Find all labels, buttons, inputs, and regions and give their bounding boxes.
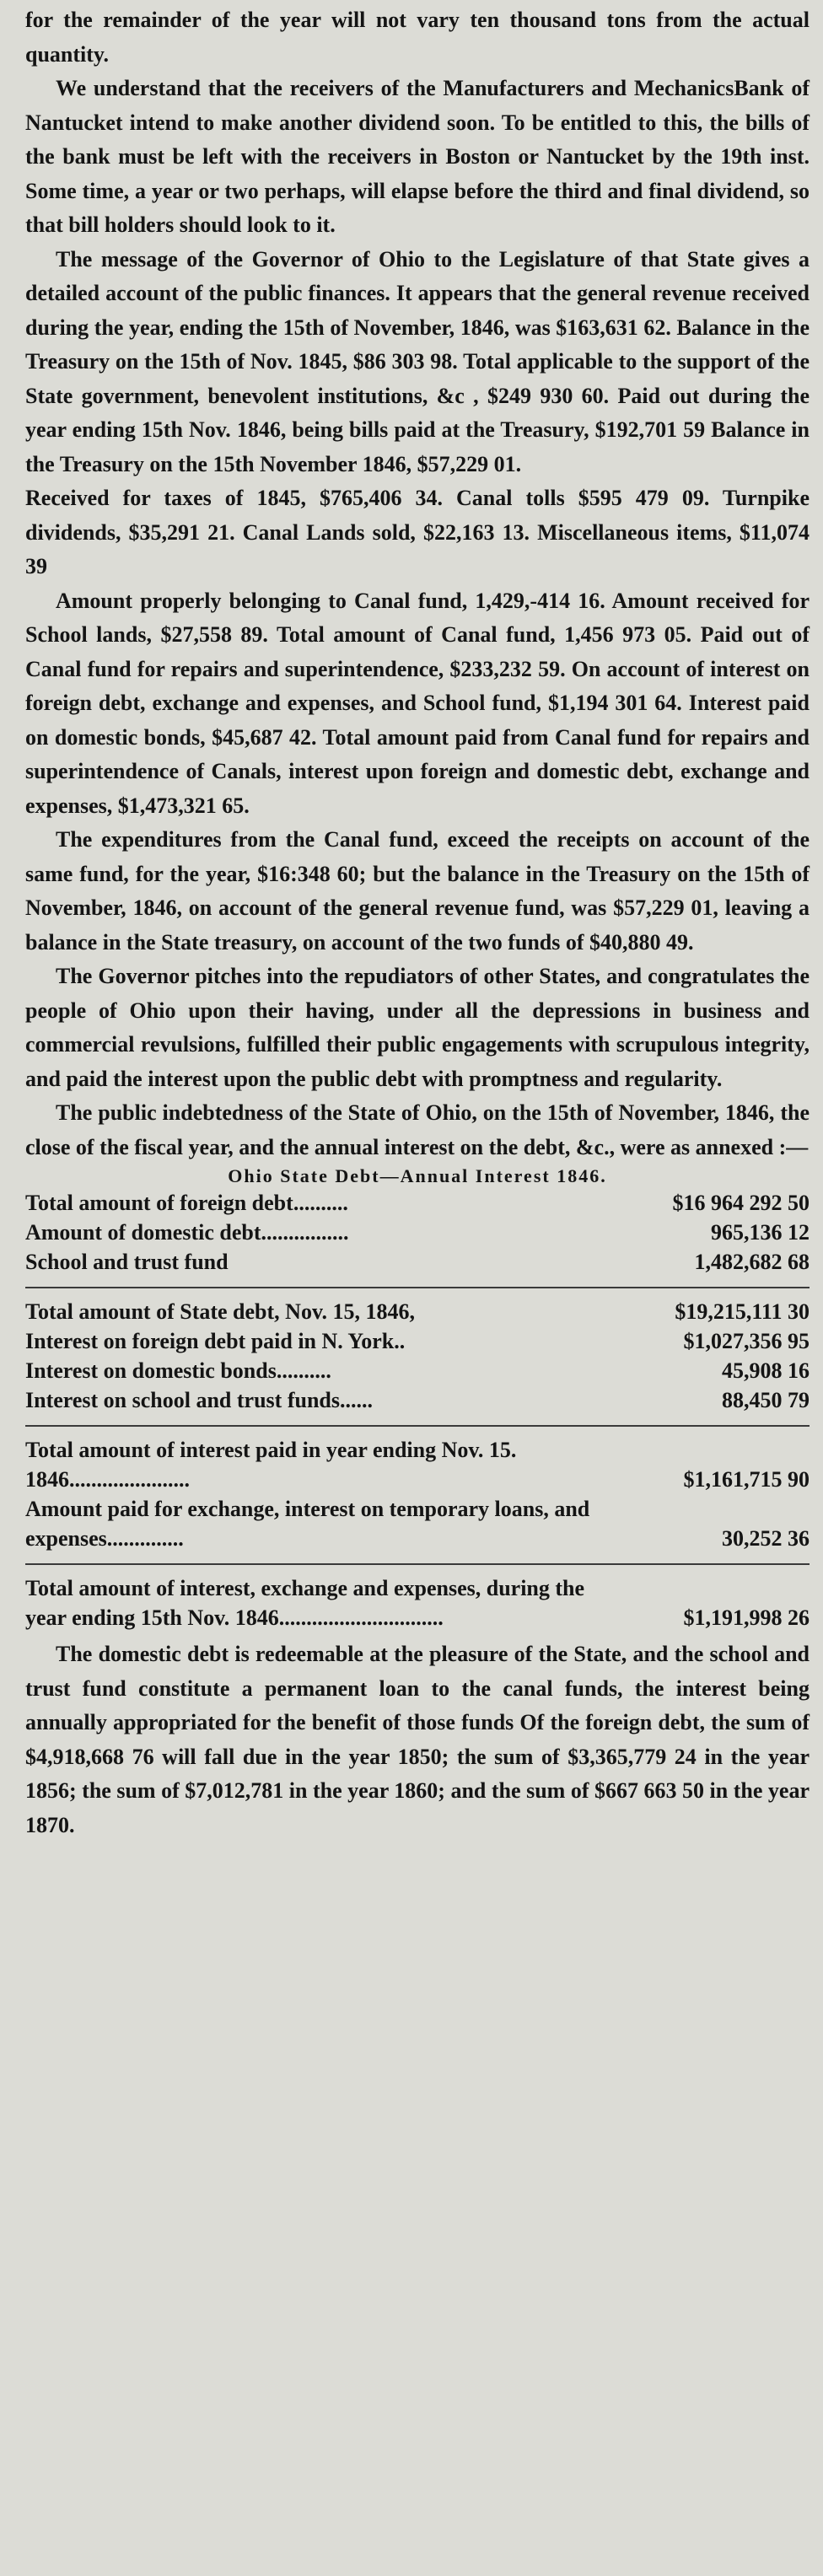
- row-label: Interest on foreign debt paid in N. York..: [25, 1329, 406, 1353]
- row-label: Amount paid for exchange, interest on temporary loans, and expenses..............: [25, 1497, 590, 1551]
- dot-leader: ......: [339, 1388, 373, 1412]
- row-amount: 88,450 79: [722, 1388, 810, 1412]
- debt-table: [25, 1164, 810, 1632]
- row-label: Total amount of foreign debt..........: [25, 1191, 348, 1215]
- debt-table-row: [25, 1573, 810, 1632]
- dot-leader: ..: [394, 1329, 406, 1353]
- dot-leader: ..............: [106, 1526, 184, 1551]
- row-amount: 30,252 36: [722, 1526, 810, 1551]
- debt-table-group: [25, 1188, 810, 1277]
- row-label: School and trust fund: [25, 1250, 229, 1274]
- closing-section: [25, 1638, 810, 1842]
- article-paragraph: The public indebtedness of the State of Ohio, on the 15th of November, 1846, the close of the fiscal year, and the annual interest on the debt, &c., were as annexed :—: [25, 1100, 810, 1159]
- row-amount: $19,215,111 30: [675, 1299, 810, 1324]
- dot-leader: ..........: [276, 1358, 331, 1383]
- article-paragraph: We understand that the receivers of the Manufacturers and MechanicsBank of Nantucket intend to make another dividend soon. To be entitled to this, the bills of the bank must be left with the receivers in Boston or Nantucket by the 19th inst. Some time, a year or two perhaps, will elapse before the third and final dividend, so that bill holders should look to it.: [25, 76, 810, 237]
- debt-table-row: [25, 1188, 810, 1218]
- debt-table-group: [25, 1287, 810, 1415]
- debt-table-title: Ohio State Debt—Annual Interest 1846.: [228, 1165, 607, 1186]
- article-paragraph: Amount properly belonging to Canal fund, 1,429,-414 16. Amount received for School lands, $27,558 89. Total amount of Canal fund, 1,456 973 05. Paid out of Canal fund for repairs and superintendence, $233,232 59. On account of interest on foreign debt, exchange and expenses, and School fund, $1,194 301 64. Interest paid on domestic bonds, $45,687 42. Total amount paid from Canal fund for repairs and superintendence of Canals, interest upon foreign and domestic debt, exchange and expenses, $1,473,321 65.: [25, 588, 810, 818]
- article-paragraph: The expenditures from the Canal fund, exceed the receipts on account of the same fund, for the year, $16:348 60; but the balance in the Treasury on the 15th of November, 1846, on account of the general revenue fund, was $57,229 01, leaving a balance in the State treasury, on account of the two funds of $40,880 49.: [25, 827, 810, 955]
- row-label: Amount of domestic debt................: [25, 1220, 349, 1245]
- debt-table-row: [25, 1326, 810, 1356]
- row-amount: 45,908 16: [722, 1358, 810, 1383]
- row-amount: $1,191,998 26: [683, 1605, 810, 1630]
- debt-table-row: [25, 1385, 810, 1415]
- article-paragraph: for the remainder of the year will not vary ten thousand tons from the actual quantity.: [25, 8, 810, 67]
- row-label: Total amount of interest, exchange and expenses, during the year ending 15th Nov. 1846..............................: [25, 1576, 585, 1630]
- row-label: Total amount of State debt, Nov. 15, 1846,: [25, 1299, 416, 1324]
- debt-table-row: [25, 1435, 810, 1494]
- article-paragraph: The domestic debt is redeemable at the pleasure of the State, and the school and trust fund constitute a permanent loan to the canal funds, the interest being annually appropriated for the benefit of those funds Of the foreign debt, the sum of $4,918,668 76 will fall due in the year 1850; the sum of $3,365,779 24 in the year 1856; the sum of $7,012,781 in the year 1860; and the sum of $667 663 50 in the year 1870.: [25, 1642, 810, 1837]
- row-amount: 965,136 12: [711, 1220, 810, 1245]
- dot-leader: ......................: [69, 1467, 190, 1492]
- debt-table-group: [25, 1425, 810, 1553]
- article-paragraph: The message of the Governor of Ohio to the Legislature of that State gives a detailed account of the public finances. It appears that the general revenue received during the year, ending the 15th of November, 1846, was $163,631 62. Balance in the Treasury on the 15th of Nov. 1845, $86 303 98. Total applicable to the support of the State government, benevolent institutions, &c , $249 930 60. Paid out during the year ending 15th Nov. 1846, being bills paid at the Treasury, $192,701 59 Balance in the Treasury on the 15th November 1846, $57,229 01.: [25, 246, 810, 476]
- dot-leader: ..............................: [278, 1605, 444, 1630]
- row-amount: $16 964 292 50: [672, 1191, 810, 1215]
- article-paragraph: The Governor pitches into the repudiators of other States, and congratulates the people of Ohio upon their having, under all the depressions in business and commercial revulsions, fulfilled their public engagements with scrupulous integrity, and paid the interest upon the public debt with promptness and regularity.: [25, 964, 810, 1091]
- dot-leader: ................: [261, 1220, 349, 1245]
- dot-leader: ..........: [293, 1191, 348, 1215]
- debt-table-row: [25, 1356, 810, 1385]
- debt-table-row: [25, 1494, 810, 1553]
- row-label: Interest on school and trust funds......: [25, 1388, 373, 1412]
- row-label: Total amount of interest paid in year ending Nov. 15. 1846......................: [25, 1438, 517, 1492]
- debt-table-row: [25, 1218, 810, 1247]
- row-label: Interest on domestic bonds..........: [25, 1358, 331, 1383]
- debt-table-row: [25, 1247, 810, 1277]
- row-amount: $1,027,356 95: [683, 1329, 810, 1353]
- row-amount: 1,482,682 68: [694, 1250, 810, 1274]
- debt-table-group: [25, 1563, 810, 1632]
- article-paragraph: Received for taxes of 1845, $765,406 34. Canal tolls $595 479 09. Turnpike dividends, $35,291 21. Canal Lands sold, $22,163 13. Miscellaneous items, $11,074 39: [25, 486, 810, 578]
- debt-table-row: [25, 1297, 810, 1326]
- row-amount: $1,161,715 90: [683, 1467, 810, 1492]
